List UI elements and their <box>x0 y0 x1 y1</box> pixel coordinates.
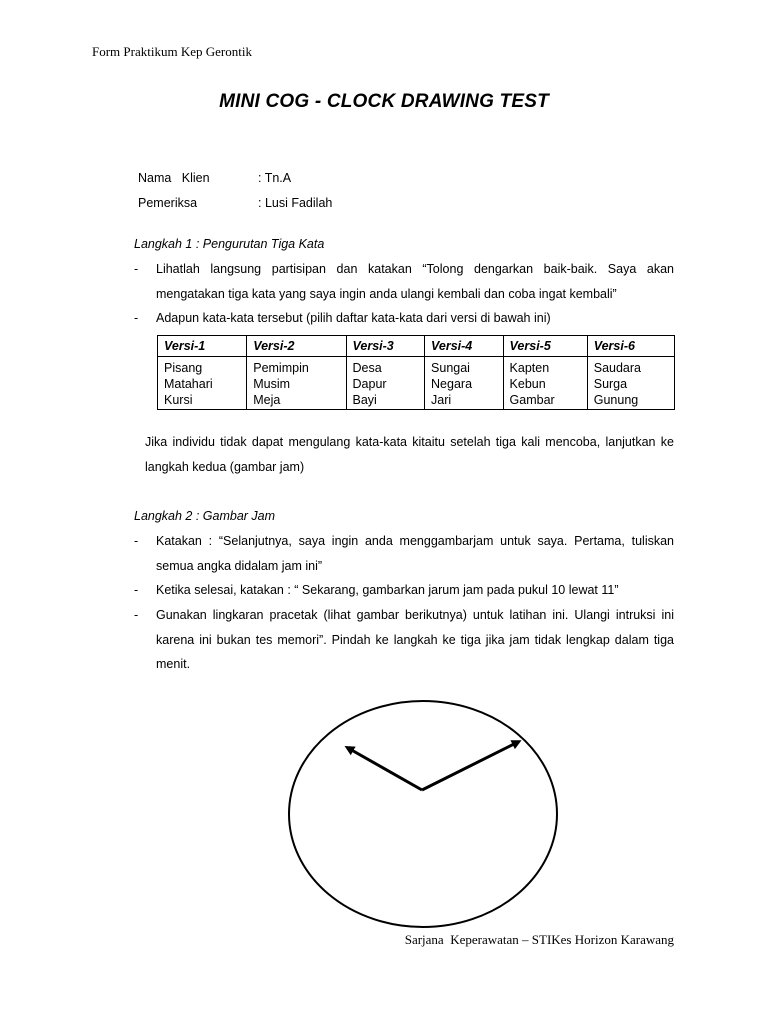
word-item: Kursi <box>164 393 193 407</box>
clock-drawing <box>286 698 562 932</box>
table-header-cell: Versi-2 <box>247 336 346 357</box>
table-header-cell: Versi-3 <box>346 336 425 357</box>
table-header-cell: Versi-4 <box>425 336 504 357</box>
clock-hour-hand <box>348 748 422 790</box>
word-item: Gambar <box>509 393 555 407</box>
step2-instruction-2: Ketika selesai, katakan : “ Sekarang, gambarkan jarum jam pada pukul 10 lewat 11” <box>156 583 619 597</box>
word-item: Jari <box>431 393 452 407</box>
table-cell <box>346 357 425 410</box>
word-item: Dapur <box>352 377 387 391</box>
examiner-value: : Lusi Fadilah <box>258 196 333 210</box>
document-title: MINI COG - CLOCK DRAWING TEST <box>219 91 549 112</box>
step1-note: Jika individu tidak dapat mengulang kata-kata kitaitu setelah tiga kali mencoba, lanjutkan ke langkah kedua (gambar jam) <box>145 435 674 474</box>
word-item: Saudara <box>593 361 641 375</box>
word-item: Musim <box>253 377 291 391</box>
step1-instruction-1: Lihatlah langsung partisipan dan katakan “Tolong dengarkan baik-baik. Saya akan mengatakan tiga kata yang saya ingin anda ulangi kembali dan coba ingat kembali” <box>156 262 674 301</box>
word-item: Matahari <box>164 377 213 391</box>
client-name-value: : Tn.A <box>258 171 292 185</box>
examiner-label: Pemeriksa <box>138 196 198 210</box>
clock-face <box>289 701 557 927</box>
word-list-table <box>157 335 675 410</box>
page-footer: Sarjana Keperawatan – STIKes Horizon Karawang <box>404 932 674 947</box>
page-header: Form Praktikum Kep Gerontik <box>92 44 252 59</box>
bullet-marker: - <box>134 608 139 622</box>
word-item: Gunung <box>593 393 639 407</box>
word-item: Surga <box>593 377 628 391</box>
word-item: Desa <box>352 361 382 375</box>
table-header-row <box>158 336 675 357</box>
word-item: Pisang <box>164 361 203 375</box>
clock-minute-hand <box>422 742 518 790</box>
step2-heading: Langkah 2 : Gambar Jam <box>134 509 276 523</box>
word-item: Negara <box>431 377 473 391</box>
table-cell <box>247 357 346 410</box>
table-cell <box>587 357 674 410</box>
table-header-cell: Versi-5 <box>503 336 587 357</box>
word-item: Meja <box>253 393 281 407</box>
table-header-cell: Versi-6 <box>587 336 674 357</box>
step1-heading: Langkah 1 : Pengurutan Tiga Kata <box>134 237 325 251</box>
bullet-marker: - <box>134 534 139 548</box>
word-item: Sungai <box>431 361 470 375</box>
bullet-marker: - <box>134 311 139 325</box>
table-row <box>158 357 675 410</box>
table-header-cell: Versi-1 <box>158 336 247 357</box>
word-item: Bayi <box>352 393 377 407</box>
bullet-marker: - <box>134 262 139 276</box>
word-item: Kebun <box>509 377 546 391</box>
step1-instruction-2: Adapun kata-kata tersebut (pilih daftar kata-kata dari versi di bawah ini) <box>156 311 551 325</box>
bullet-marker: - <box>134 583 139 597</box>
step2-instruction-1: Katakan : “Selanjutnya, saya ingin anda menggambarjam untuk saya. Pertama, tuliskan semua angka didalam jam ini” <box>156 534 674 573</box>
step2-instruction-3: Gunakan lingkaran pracetak (lihat gambar berikutnya) untuk latihan ini. Ulangi intruksi ini karena ini bukan tes memori”. Pindah ke langkah ke tiga jika jam tidak lengkap dalam tiga menit. <box>156 608 674 671</box>
table-cell <box>158 357 247 410</box>
word-item: Pemimpin <box>253 361 309 375</box>
word-item: Kapten <box>509 361 550 375</box>
client-name-label: Nama Klien <box>138 171 210 185</box>
table-cell <box>425 357 504 410</box>
table-cell <box>503 357 587 410</box>
